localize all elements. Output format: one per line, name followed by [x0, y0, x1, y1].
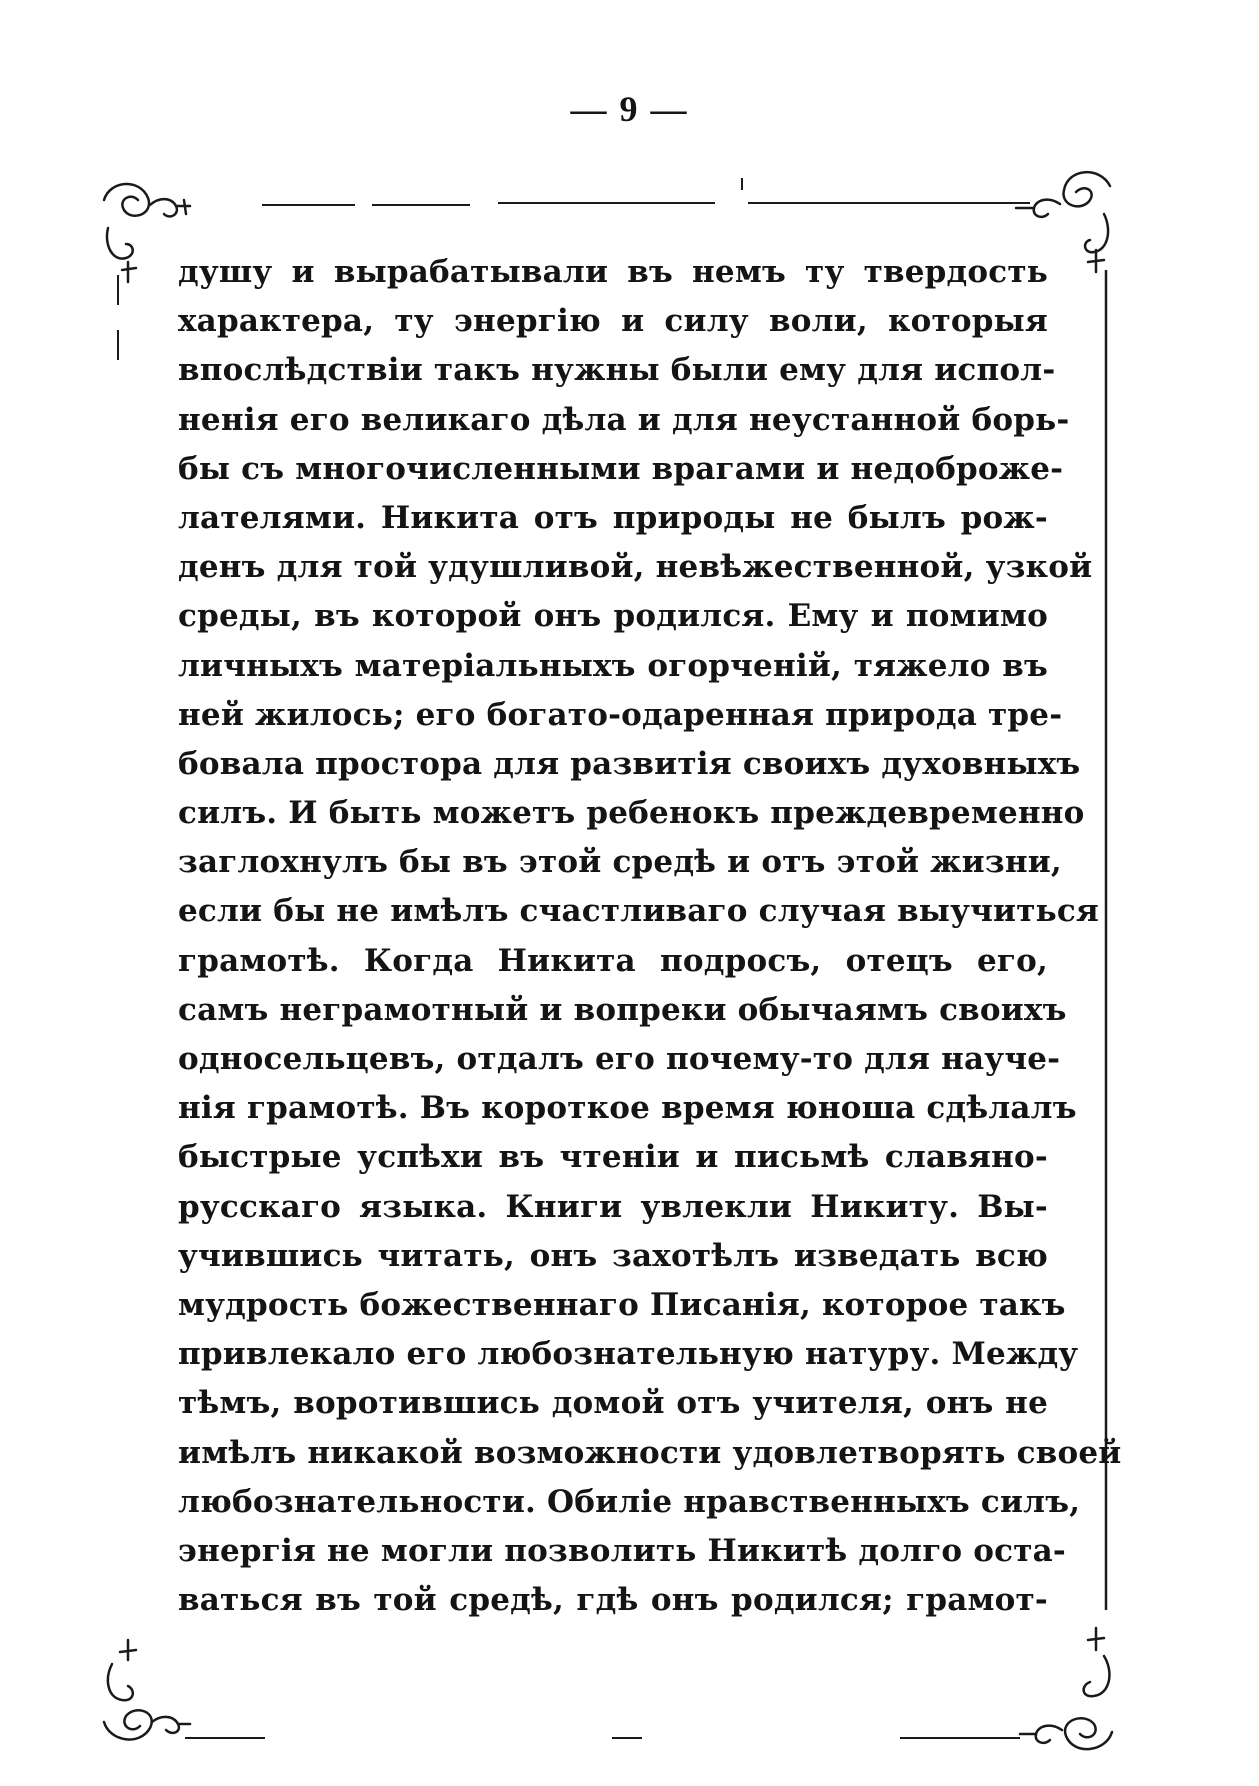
text-line: ненія его великаго дѣла и для неустанной борь- [178, 401, 1070, 438]
text-line: любознательности. Обиліе нравственныхъ силъ, [178, 1483, 1081, 1520]
text-line: бы съ многочисленными врагами и недоброже- [178, 450, 1064, 487]
text-line: денъ для той удушливой, невѣжественной, узкой [178, 549, 1093, 586]
text-line: мудрость божественнаго Писанія, которое такъ [178, 1286, 1066, 1323]
body-text [178, 248, 1122, 1625]
text-line: бовала простора для развитія своихъ духовныхъ [178, 745, 1081, 782]
frame-top-dashed-rule [262, 178, 1030, 205]
text-line: ней жилось; его богато-одаренная природа тре- [178, 696, 1063, 733]
text-line: ваться въ той средѣ, гдѣ онъ родился; грамот- [178, 1582, 1048, 1619]
text-line: нія грамотѣ. Въ короткое время юноша сдѣлалъ [178, 1090, 1077, 1127]
text-line: заглохнулъ бы въ этой средѣ и отъ этой жизни, [178, 844, 1062, 881]
text-line: душу и вырабатывали въ немъ ту твердость [178, 254, 1048, 290]
text-line: имѣлъ никакой возможности удовлетворять своей [178, 1434, 1122, 1471]
text-line: энергія не могли позволить Никитѣ долго оста- [178, 1532, 1066, 1569]
text-line: тѣмъ, воротившись домой отъ учителя, онъ не [178, 1385, 1048, 1422]
text-line: привлекало его любознательную натуру. Между [178, 1336, 1079, 1373]
text-line: лателями. Никита отъ природы не былъ рож- [178, 499, 1048, 536]
text-line: быстрые успѣхи въ чтеніи и письмѣ славяно- [178, 1139, 1048, 1176]
text-line: силъ. И быть можетъ ребенокъ преждевременно [178, 795, 1085, 832]
corner-flourish-bottom-right [1020, 1628, 1112, 1749]
text-line: если бы не имѣлъ счастливаго случая выучиться [178, 893, 1100, 930]
text-line: грамотѣ. Когда Никита подросъ, отецъ его, [178, 942, 1048, 979]
text-line: впослѣдствіи такъ нужны были ему для испол- [178, 352, 1056, 389]
text-line: среды, въ которой онъ родился. Ему и помимо [178, 598, 1048, 635]
text-line: самъ неграмотный и вопреки обычаямъ своихъ [178, 991, 1067, 1028]
text-line: характера, ту энергію и силу воли, которыя [178, 303, 1048, 340]
text-line: односельцевъ, отдалъ его почему-то для науче- [178, 1041, 1061, 1077]
text-line: личныхъ матеріальныхъ огорченій, тяжело въ [178, 647, 1048, 684]
text-line: русскаго языка. Книги увлекли Никиту. Вы- [178, 1188, 1048, 1225]
text-line: учившись читать, онъ захотѣлъ изведать всю [178, 1237, 1048, 1274]
corner-flourish-bottom-left [104, 1640, 190, 1739]
page-number: — 9 — [570, 89, 689, 129]
